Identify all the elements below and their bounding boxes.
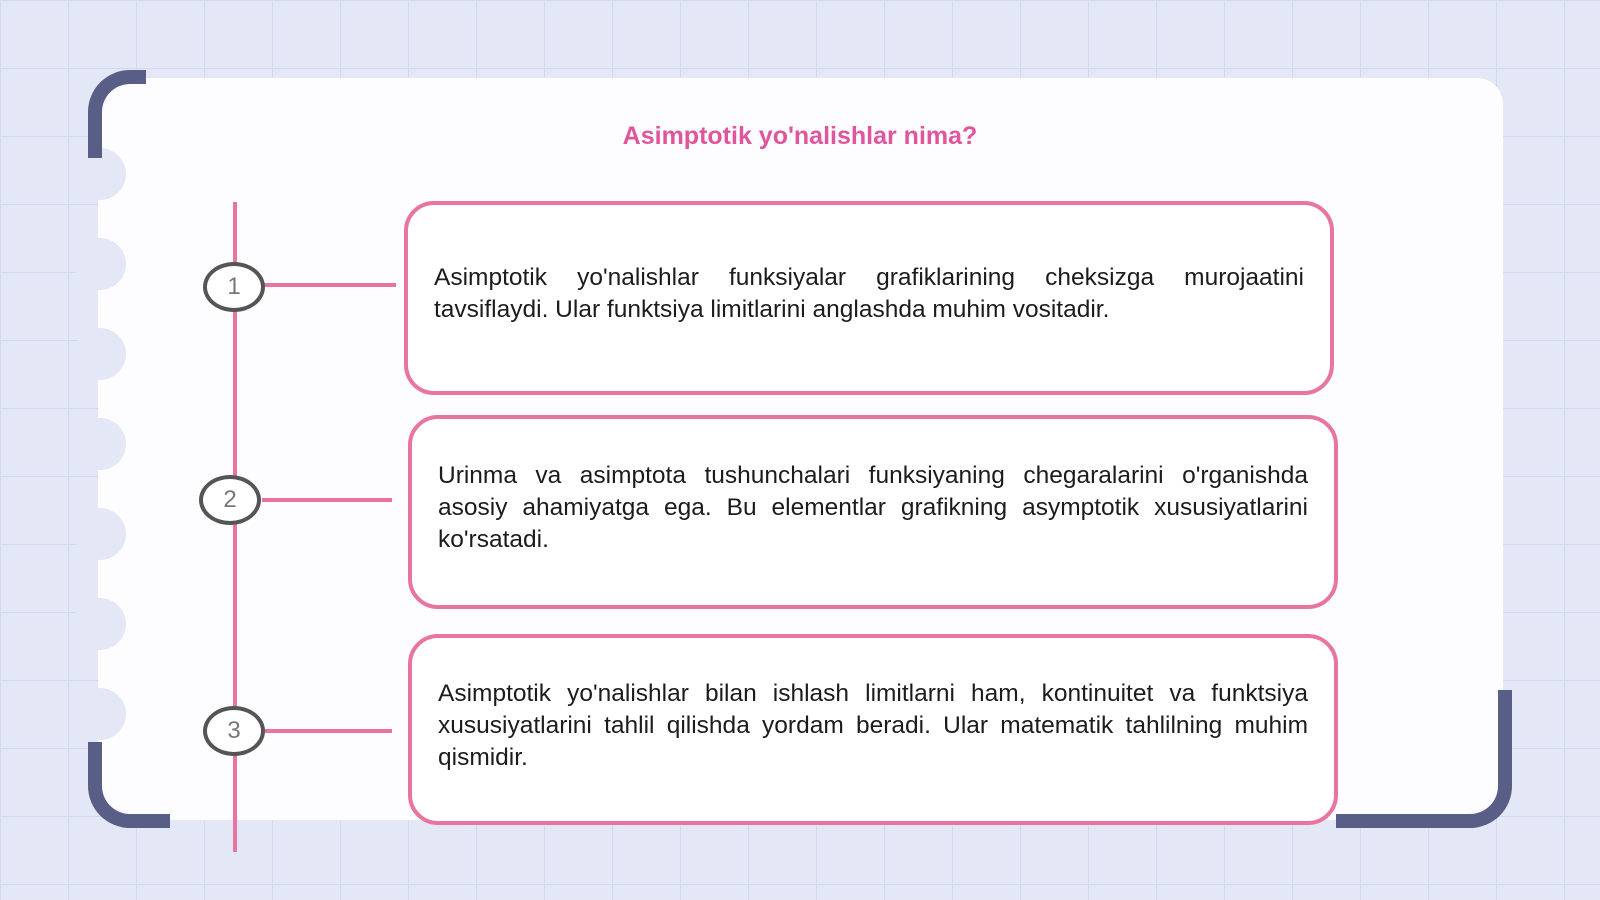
item-text: Urinma va asimptota tushunchalari funksiyaning chegaralarini o'rganishda asosiy ahamiyatga ega. Bu elementlar grafikning asymptotik xususiyatlarini ko'rsatadi. bbox=[438, 462, 1308, 553]
item-text: Asimptotik yo'nalishlar bilan ishlash limitlarni ham, kontinuitet va funktsiya xususiyatlarini tahlil qilishda yordam beradi. Ular matematik tahlilning muhim qismidir. bbox=[438, 679, 1308, 771]
timeline-connector bbox=[264, 283, 396, 287]
timeline-connector bbox=[262, 498, 392, 502]
item-box bbox=[408, 415, 1338, 609]
card-edge-notch bbox=[74, 418, 126, 470]
step-number-circle: 3 bbox=[203, 706, 265, 756]
step-number-circle: 2 bbox=[199, 475, 261, 525]
card-edge-notch bbox=[74, 598, 126, 650]
item-box bbox=[408, 634, 1338, 825]
card-edge-notch bbox=[74, 238, 126, 290]
item-box bbox=[404, 201, 1334, 395]
frame-corner-bottom-right bbox=[1336, 690, 1512, 828]
timeline-connector bbox=[264, 729, 392, 733]
step-number-circle: 1 bbox=[203, 262, 265, 312]
item-text: Asimptotik yo'nalishlar funksiyalar grafiklarining cheksizga murojaatini tavsiflaydi. Ular funktsiya limitlarini anglashda muhim vositadir. bbox=[434, 264, 1304, 323]
card-edge-notch bbox=[74, 328, 126, 380]
card-edge-notch bbox=[74, 508, 126, 560]
frame-corner-bottom-left bbox=[88, 742, 170, 828]
slide-title: Asimptotik yo'nalishlar nima? bbox=[622, 122, 978, 150]
card-edge-notch bbox=[74, 688, 126, 740]
